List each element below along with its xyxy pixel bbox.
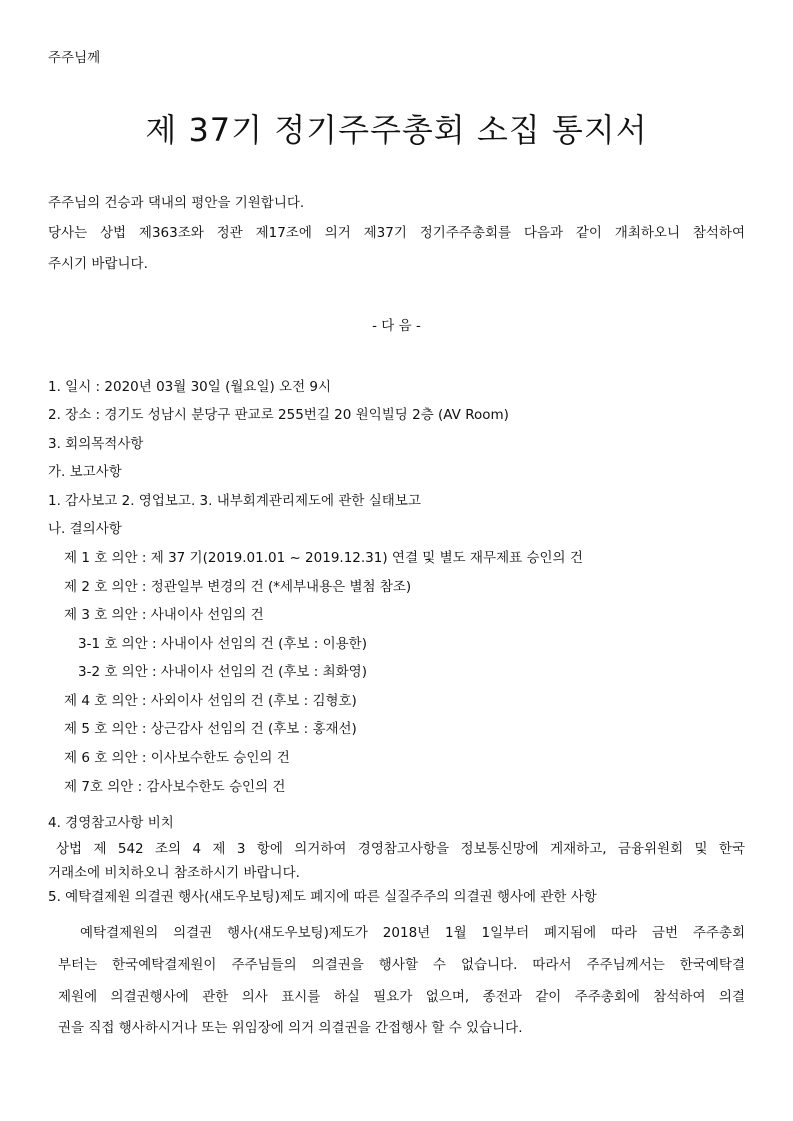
reference-line-1: 상법 제 542 조의 4 제 3 항에 의거하여 경영참고사항을 정보통신망에 게재하고, 금융위원회 및 한국 — [56, 841, 745, 857]
resolution-item: 제 5 호 의안 : 상근감사 선임의 건 (후보 : 홍재선) — [64, 721, 357, 737]
resolution-subitem: 3-1 호 의안 : 사내이사 선임의 건 (후보 : 이용한) — [78, 636, 367, 652]
shadow-voting-line-1: 예탁결제원의 의결권 행사(섀도우보팅)제도가 2018년 1월 1일부터 폐지됨에 따라 금번 주주총회 — [80, 925, 745, 941]
report-items: 1. 감사보고 2. 영업보고. 3. 내부회계관리제도에 관한 실태보고 — [48, 493, 421, 509]
intro-line-2: 주시기 바랍니다. — [48, 256, 148, 272]
resolution-item: 제 6 호 의안 : 이사보수한도 승인의 건 — [64, 750, 290, 766]
resolution-item: 제 7호 의안 : 감사보수한도 승인의 건 — [64, 779, 286, 795]
separator: - 다 음 - — [372, 318, 421, 334]
intro-line-1: 당사는 상법 제363조와 정관 제17조에 의거 제37기 정기주주총회를 다음과 같이 개최하오니 참석하여 — [48, 225, 745, 241]
resolution-item: 제 3 호 의안 : 사내이사 선임의 건 — [64, 607, 264, 623]
notice-title: 제 37기 정기주주총회 소집 통지서 — [145, 111, 648, 149]
shadow-voting-line-2: 부터는 한국예탁결제원이 주주님들의 의결권을 행사할 수 없습니다. 따라서 주주님께서는 한국예탁결 — [58, 957, 745, 973]
resolution-item: 제 2 호 의안 : 정관일부 변경의 건 (*세부내용은 별첨 참조) — [64, 579, 412, 595]
resolution-item: 제 1 호 의안 : 제 37 기(2019.01.01 ~ 2019.12.31) 연결 및 별도 재무제표 승인의 건 — [64, 550, 583, 566]
agenda-heading: 3. 회의목적사항 — [48, 436, 144, 452]
resolution-subitem: 3-2 호 의안 : 사내이사 선임의 건 (후보 : 최화영) — [78, 664, 367, 680]
reference-heading: 4. 경영참고사항 비치 — [48, 815, 174, 831]
reference-line-2: 거래소에 비치하오니 참조하시기 바랍니다. — [48, 865, 300, 881]
addressee: 주주님께 — [48, 50, 101, 66]
resolution-heading: 나. 결의사항 — [48, 521, 122, 537]
item-place: 2. 장소 : 경기도 성남시 분당구 판교로 255번길 20 원익빌딩 2층 (AV Room) — [48, 407, 509, 423]
report-heading: 가. 보고사항 — [48, 464, 122, 480]
greeting: 주주님의 건승과 댁내의 평안을 기원합니다. — [48, 195, 305, 211]
shadow-voting-heading: 5. 예탁결제원 의결권 행사(섀도우보팅)제도 폐지에 따른 실질주주의 의결권 행사에 관한 사항 — [48, 889, 597, 905]
shadow-voting-line-4: 권을 직접 행사하시거나 또는 위임장에 의거 의결권을 간접행사 할 수 있습니다. — [58, 1020, 523, 1036]
resolution-item: 제 4 호 의안 : 사외이사 선임의 건 (후보 : 김형호) — [64, 693, 357, 709]
item-date: 1. 일시 : 2020년 03월 30일 (월요일) 오전 9시 — [48, 379, 332, 395]
shadow-voting-line-3: 제원에 의결권행사에 관한 의사 표시를 하실 필요가 없으며, 종전과 같이 주주총회에 참석하여 의결 — [58, 989, 745, 1005]
